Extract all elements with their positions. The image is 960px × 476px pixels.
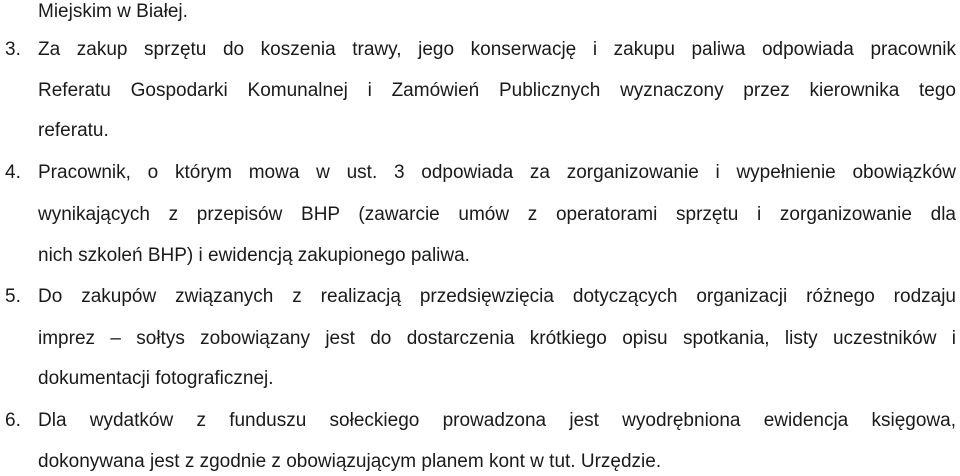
line-text: Dla wydatków z funduszu sołeckiego prowadzona jest wyodrębniona ewidencja księgowa,: [38, 410, 956, 431]
list-number: 6.: [5, 410, 21, 431]
line-text: Pracownik, o którym mowa w ust. 3 odpowiada za zorganizowanie i wypełnienie obowiązków: [38, 162, 956, 183]
line-text: imprez – sołtys zobowiązany jest do dostarczenia krótkiego opisu spotkania, listy uczestników i: [38, 328, 956, 349]
line-text: nich szkoleń BHP) i ewidencją zakupionego paliwa.: [38, 245, 470, 266]
line-text: Referatu Gospodarki Komunalnej i Zamówień Publicznych wyznaczony przez kierownika tego: [38, 80, 956, 101]
line-text: dokumentacji fotograficznej.: [38, 368, 274, 389]
line-text: wynikających z przepisów BHP (zawarcie umów z operatorami sprzętu i zorganizowanie dla: [38, 204, 956, 225]
line-text: dokonywana jest z zgodnie z obowiązującym planem kont w tut. Urzędzie.: [38, 451, 662, 472]
line-text: Miejskim w Białej.: [38, 1, 188, 22]
list-number: 4.: [5, 162, 21, 183]
line-text: referatu.: [38, 120, 109, 141]
list-number: 5.: [5, 286, 21, 307]
line-text: Za zakup sprzętu do koszenia trawy, jego konserwację i zakupu paliwa odpowiada pracownik: [38, 39, 956, 60]
list-number: 3.: [5, 39, 21, 60]
line-text: Do zakupów związanych z realizacją przedsięwzięcia dotyczących organizacji różnego rodzaju: [38, 286, 956, 307]
